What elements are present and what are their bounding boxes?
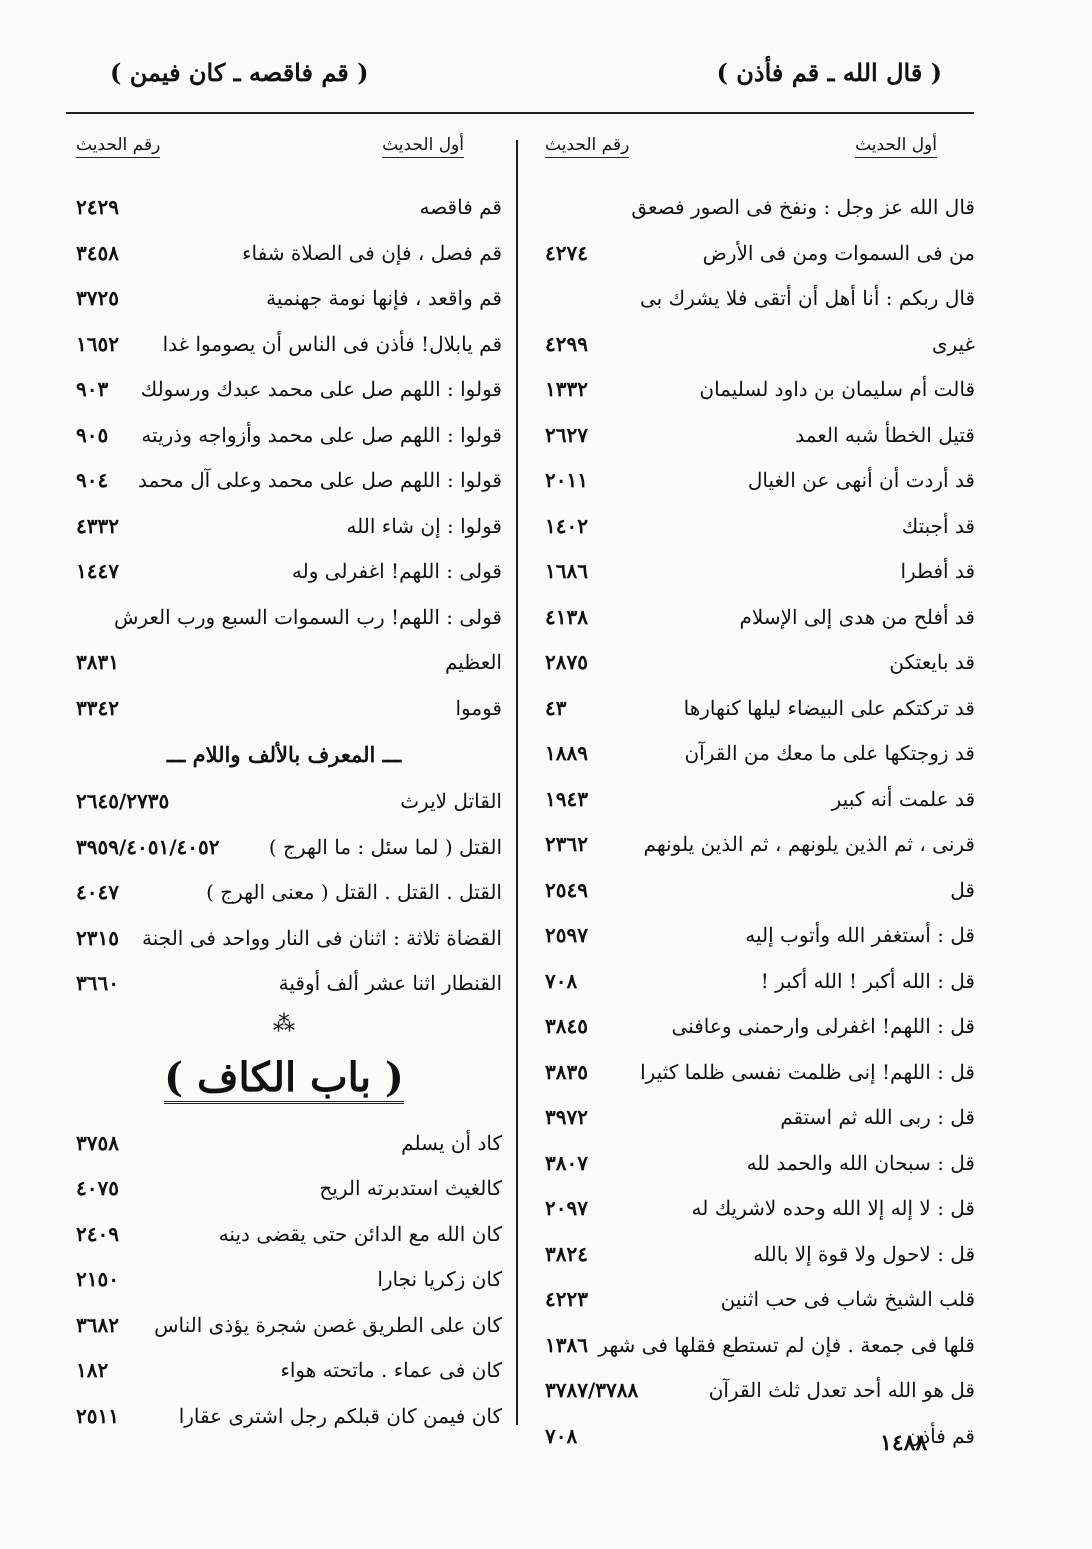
index-entry: [535, 595, 975, 641]
hadith-number: ٣٨٣٥: [545, 1059, 588, 1084]
hadith-opening: قل : لا إله إلا الله وحده لاشريك له: [691, 1196, 975, 1220]
hadith-opening: كان الله مع الدائن حتى يقضى دينه: [218, 1221, 502, 1246]
hadith-number: ٢٣١٥: [76, 925, 119, 950]
index-entry: [66, 1212, 502, 1258]
chapter-title-text: ( باب الكاف ): [164, 1054, 404, 1104]
hadith-number: ٢٤٢٩: [76, 195, 119, 219]
section-title: ـــ المعرف بالألف واللام ـــ: [166, 742, 402, 767]
index-entry: [66, 1121, 502, 1167]
hadith-number: ٣٧٨٧/٣٧٨٨: [545, 1378, 639, 1402]
index-entry: [535, 185, 975, 231]
index-entry: [535, 1323, 975, 1369]
hadith-opening: قولى : اللهم! اغفرلى وله: [291, 559, 502, 583]
index-entry: [66, 640, 502, 686]
index-entry: [66, 1257, 502, 1303]
hadith-opening: قل : ربى الله ثم استقم: [780, 1105, 975, 1129]
index-entry: [535, 1095, 975, 1141]
index-entry: [535, 1004, 975, 1050]
hadith-opening: قد زوجتكها على ما معك من القرآن: [684, 741, 975, 765]
index-entry: [535, 640, 975, 686]
index-entry: [66, 504, 502, 550]
hadith-number: ٢٨٧٥: [545, 650, 588, 674]
hadith-number: ٢٦٢٧: [545, 422, 588, 447]
index-entry: [66, 185, 502, 231]
index-entry: [66, 367, 502, 413]
hadith-number: ٣٨٤٥: [545, 1014, 588, 1038]
hadith-number: ٣٩٥٩/٤٠٥١/٤٠٥٢: [76, 834, 220, 859]
index-entry: [535, 504, 975, 550]
hadith-opening: قال الله عز وجل : ونفخ فى الصور فصعق: [631, 195, 975, 219]
hadith-opening: قل : سبحان الله والحمد لله: [746, 1150, 975, 1175]
index-entry: [535, 822, 975, 868]
index-column-right: [535, 135, 975, 1459]
hadith-number: ٤٠٧٥: [76, 1176, 119, 1200]
hadith-opening: قم يابلال! فأذن فى الناس أن يصوموا غدا: [162, 331, 502, 356]
hadith-opening: قولوا : اللهم صل على محمد وأزواجه وذريته: [141, 422, 502, 447]
index-entry: [535, 276, 975, 322]
header-first-words: أول الحديث: [855, 135, 937, 158]
index-entry: [535, 777, 975, 823]
hadith-number: ٣٧٥٨: [76, 1130, 119, 1155]
index-entry: [535, 959, 975, 1005]
hadith-opening: القنطار اثنا عشر ألف أوقية: [278, 971, 502, 995]
hadith-opening: قل : الله أكبر ! الله أكبر !: [760, 968, 975, 993]
hadith-opening: قد تركتكم على البيضاء ليلها كنهارها: [683, 695, 975, 720]
hadith-opening: كان زكريا نجارا: [377, 1267, 502, 1291]
hadith-number: ٧٠٨: [545, 968, 578, 993]
index-column-left: [66, 135, 502, 1439]
hadith-number: ٢٥٩٧: [545, 923, 588, 947]
asterism-ornament: ⁂: [273, 1011, 295, 1037]
hadith-number: ٩٠٥: [76, 422, 109, 447]
hadith-opening: قد أفلح من هدى إلى الإسلام: [739, 604, 975, 629]
hadith-number: ٢٠٩٧: [545, 1196, 588, 1220]
hadith-number: ٢١٥٠: [76, 1267, 119, 1291]
index-entry: [66, 1348, 502, 1394]
hadith-opening: قم فاقصه: [419, 195, 502, 219]
hadith-opening: قوموا: [455, 695, 502, 720]
hadith-opening: قل : اللهم! اغفرلى وارحمنى وعافنى: [671, 1014, 975, 1038]
index-entry: [66, 595, 502, 641]
header-first-words: أول الحديث: [382, 135, 464, 158]
hadith-number: ٩٠٤: [76, 468, 109, 492]
hadith-number: ٤٣٣٢: [76, 513, 119, 538]
hadith-number: ٤١٣٨: [545, 604, 588, 629]
hadith-number: ٢٤٠٩: [76, 1221, 119, 1246]
hadith-number: ٤٢٢٣: [545, 1287, 588, 1311]
hadith-number: ٣٦٦٠: [76, 971, 119, 995]
hadith-number: ٣٤٥٨: [76, 240, 119, 265]
hadith-number: ١٤٤٧: [76, 559, 119, 583]
index-entry: [66, 961, 502, 1007]
index-entry: [535, 1368, 975, 1414]
index-entry: [535, 1232, 975, 1278]
header-rule: [66, 112, 974, 114]
hadith-opening: قد أردت أن أنهى عن الغيال: [747, 468, 975, 492]
hadith-opening: قلب الشيخ شاب فى حب اثنين: [720, 1287, 975, 1311]
hadith-opening: قل : أستغفر الله وأتوب إليه: [745, 923, 975, 947]
hadith-number: ٤٢٧٤: [545, 240, 588, 265]
hadith-opening: قال ربكم : أنا أهل أن أتقى فلا يشرك بى: [640, 286, 975, 310]
index-entry: [535, 549, 975, 595]
index-entry: [66, 1394, 502, 1440]
hadith-opening: قم فأذن: [906, 1423, 975, 1448]
hadith-opening: قم فصل ، فإن فى الصلاة شفاء: [242, 240, 502, 265]
hadith-opening: قل هو الله أحد تعدل ثلث القرآن: [708, 1378, 975, 1402]
index-entry: [66, 276, 502, 322]
hadith-opening: القتل . القتل . القتل ( معنى الهرج ): [206, 880, 502, 904]
hadith-number: ٣٧٢٥: [76, 286, 119, 310]
hadith-number: ٢٦٤٥/٢٧٣٥: [76, 789, 170, 813]
index-entry: [66, 825, 502, 871]
hadith-opening: القتل ( لما سئل : ما الهرج ): [268, 834, 502, 859]
hadith-opening: قد أفطرا: [900, 559, 975, 583]
hadith-number: ١٩٤٣: [545, 786, 588, 811]
index-entry: [535, 413, 975, 459]
index-entry: [535, 868, 975, 914]
hadith-opening: كان فيمن كان قبلكم رجل اشترى عقارا: [178, 1403, 502, 1428]
hadith-number: ٢٣٦٢: [545, 832, 588, 856]
hadith-opening: قل: [950, 877, 975, 902]
hadith-opening: قرنى ، ثم الذين يلونهم ، ثم الذين يلونهم: [643, 832, 975, 856]
hadith-number: ٤٢٩٩: [545, 331, 588, 356]
index-entry: [535, 731, 975, 777]
column-header: [535, 135, 975, 185]
hadith-number: ١٨٢: [76, 1358, 109, 1382]
index-entry: [535, 1186, 975, 1232]
hadith-opening: قد علمت أنه كبير: [831, 786, 975, 811]
index-entry: [535, 322, 975, 368]
hadith-number: ١٤٠٢: [545, 513, 588, 538]
index-entry: [66, 549, 502, 595]
hadith-number: ١٦٥٢: [76, 331, 119, 356]
index-entry: [66, 686, 502, 732]
hadith-number: ١٨٨٩: [545, 741, 588, 765]
hadith-number: ٣٦٨٢: [76, 1312, 119, 1337]
hadith-opening: كان على الطريق غصن شجرة يؤذى الناس: [154, 1312, 502, 1337]
index-entry: [535, 1277, 975, 1323]
hadith-opening: قل : اللهم! إنى ظلمت نفسى ظلما كثيرا: [640, 1059, 975, 1084]
index-entry: [66, 779, 502, 825]
hadith-opening: قد بايعتكن: [889, 650, 975, 674]
hadith-number: ٤٣: [545, 695, 567, 720]
hadith-number: ٣٨٠٧: [545, 1150, 588, 1175]
hadith-opening: قولوا : إن شاء الله: [346, 513, 502, 538]
hadith-number: ٣٨٢٤: [545, 1241, 588, 1266]
hadith-opening: العظيم: [444, 650, 502, 674]
page-number: ١٤٨٨: [880, 1430, 928, 1456]
index-entry: [535, 458, 975, 504]
hadith-opening: كان فى عماء . ماتحته هواء: [280, 1358, 502, 1382]
index-entry: [66, 458, 502, 504]
index-entry: [66, 1303, 502, 1349]
hadith-number: ٢٥١١: [76, 1403, 119, 1428]
hadith-opening: قلها فى جمعة . فإن لم تستطع فقلها فى شهر: [598, 1332, 975, 1357]
hadith-opening: قالت أم سليمان بن داود لسليمان: [699, 377, 975, 401]
hadith-number: ٣٨٣١: [76, 650, 119, 674]
hadith-number: ٧٠٨: [545, 1423, 578, 1448]
hadith-opening: قولوا : اللهم صل على محمد وعلى آل محمد: [138, 468, 502, 492]
index-entry: [535, 1141, 975, 1187]
index-entry: [535, 686, 975, 732]
hadith-opening: القاتل لايرث: [400, 789, 502, 813]
hadith-number: ١٣٨٦: [545, 1332, 588, 1357]
hadith-opening: قم واقعد ، فإنها نومة جهنمية: [266, 286, 502, 310]
hadith-opening: من فى السموات ومن فى الأرض: [702, 240, 975, 265]
index-entry: [535, 1050, 975, 1096]
chapter-title: [66, 1043, 502, 1121]
index-entry: [66, 322, 502, 368]
hadith-opening: القضاة ثلاثة : اثنان فى النار وواحد فى الجنة: [142, 925, 502, 950]
hadith-opening: قل : لاحول ولا قوة إلا بالله: [753, 1241, 975, 1266]
hadith-number: ٣٣٤٢: [76, 695, 119, 720]
index-entry: [66, 413, 502, 459]
header-hadith-number: رقم الحديث: [76, 135, 160, 158]
hadith-opening: كالغيث استدبرته الريح: [319, 1176, 502, 1200]
hadith-opening: كاد أن يسلم: [401, 1130, 502, 1155]
index-entry: [66, 231, 502, 277]
hadith-number: ٢٥٤٩: [545, 877, 588, 902]
hadith-number: ٤٠٤٧: [76, 880, 119, 904]
running-header-right: ( قال الله ـ قم فأذن ): [716, 58, 942, 87]
hadith-number: ٣٩٧٢: [545, 1105, 588, 1129]
column-header: [66, 135, 502, 185]
column-divider: [516, 140, 518, 1425]
running-header-left: ( قم فاقصه ـ كان فيمن ): [110, 58, 369, 87]
hadith-number: ١٣٣٢: [545, 377, 588, 401]
header-hadith-number: رقم الحديث: [545, 135, 629, 158]
hadith-opening: قولوا : اللهم صل على محمد عبدك ورسولك: [140, 377, 502, 401]
index-entry: [535, 367, 975, 413]
index-entry: [535, 913, 975, 959]
hadith-number: ٢٠١١: [545, 468, 588, 492]
index-entry: [535, 231, 975, 277]
hadith-opening: قولى : اللهم! رب السموات السبع ورب العرش: [113, 604, 502, 629]
hadith-number: ١٦٨٦: [545, 559, 588, 583]
hadith-opening: قد أجبتك: [901, 513, 975, 538]
hadith-opening: غيرى: [931, 331, 975, 356]
index-entry: [66, 870, 502, 916]
hadith-number: ٩٠٣: [76, 377, 109, 401]
hadith-opening: قتيل الخطأ شبه العمد: [795, 422, 975, 447]
index-entry: [66, 1166, 502, 1212]
index-entry: [66, 916, 502, 962]
